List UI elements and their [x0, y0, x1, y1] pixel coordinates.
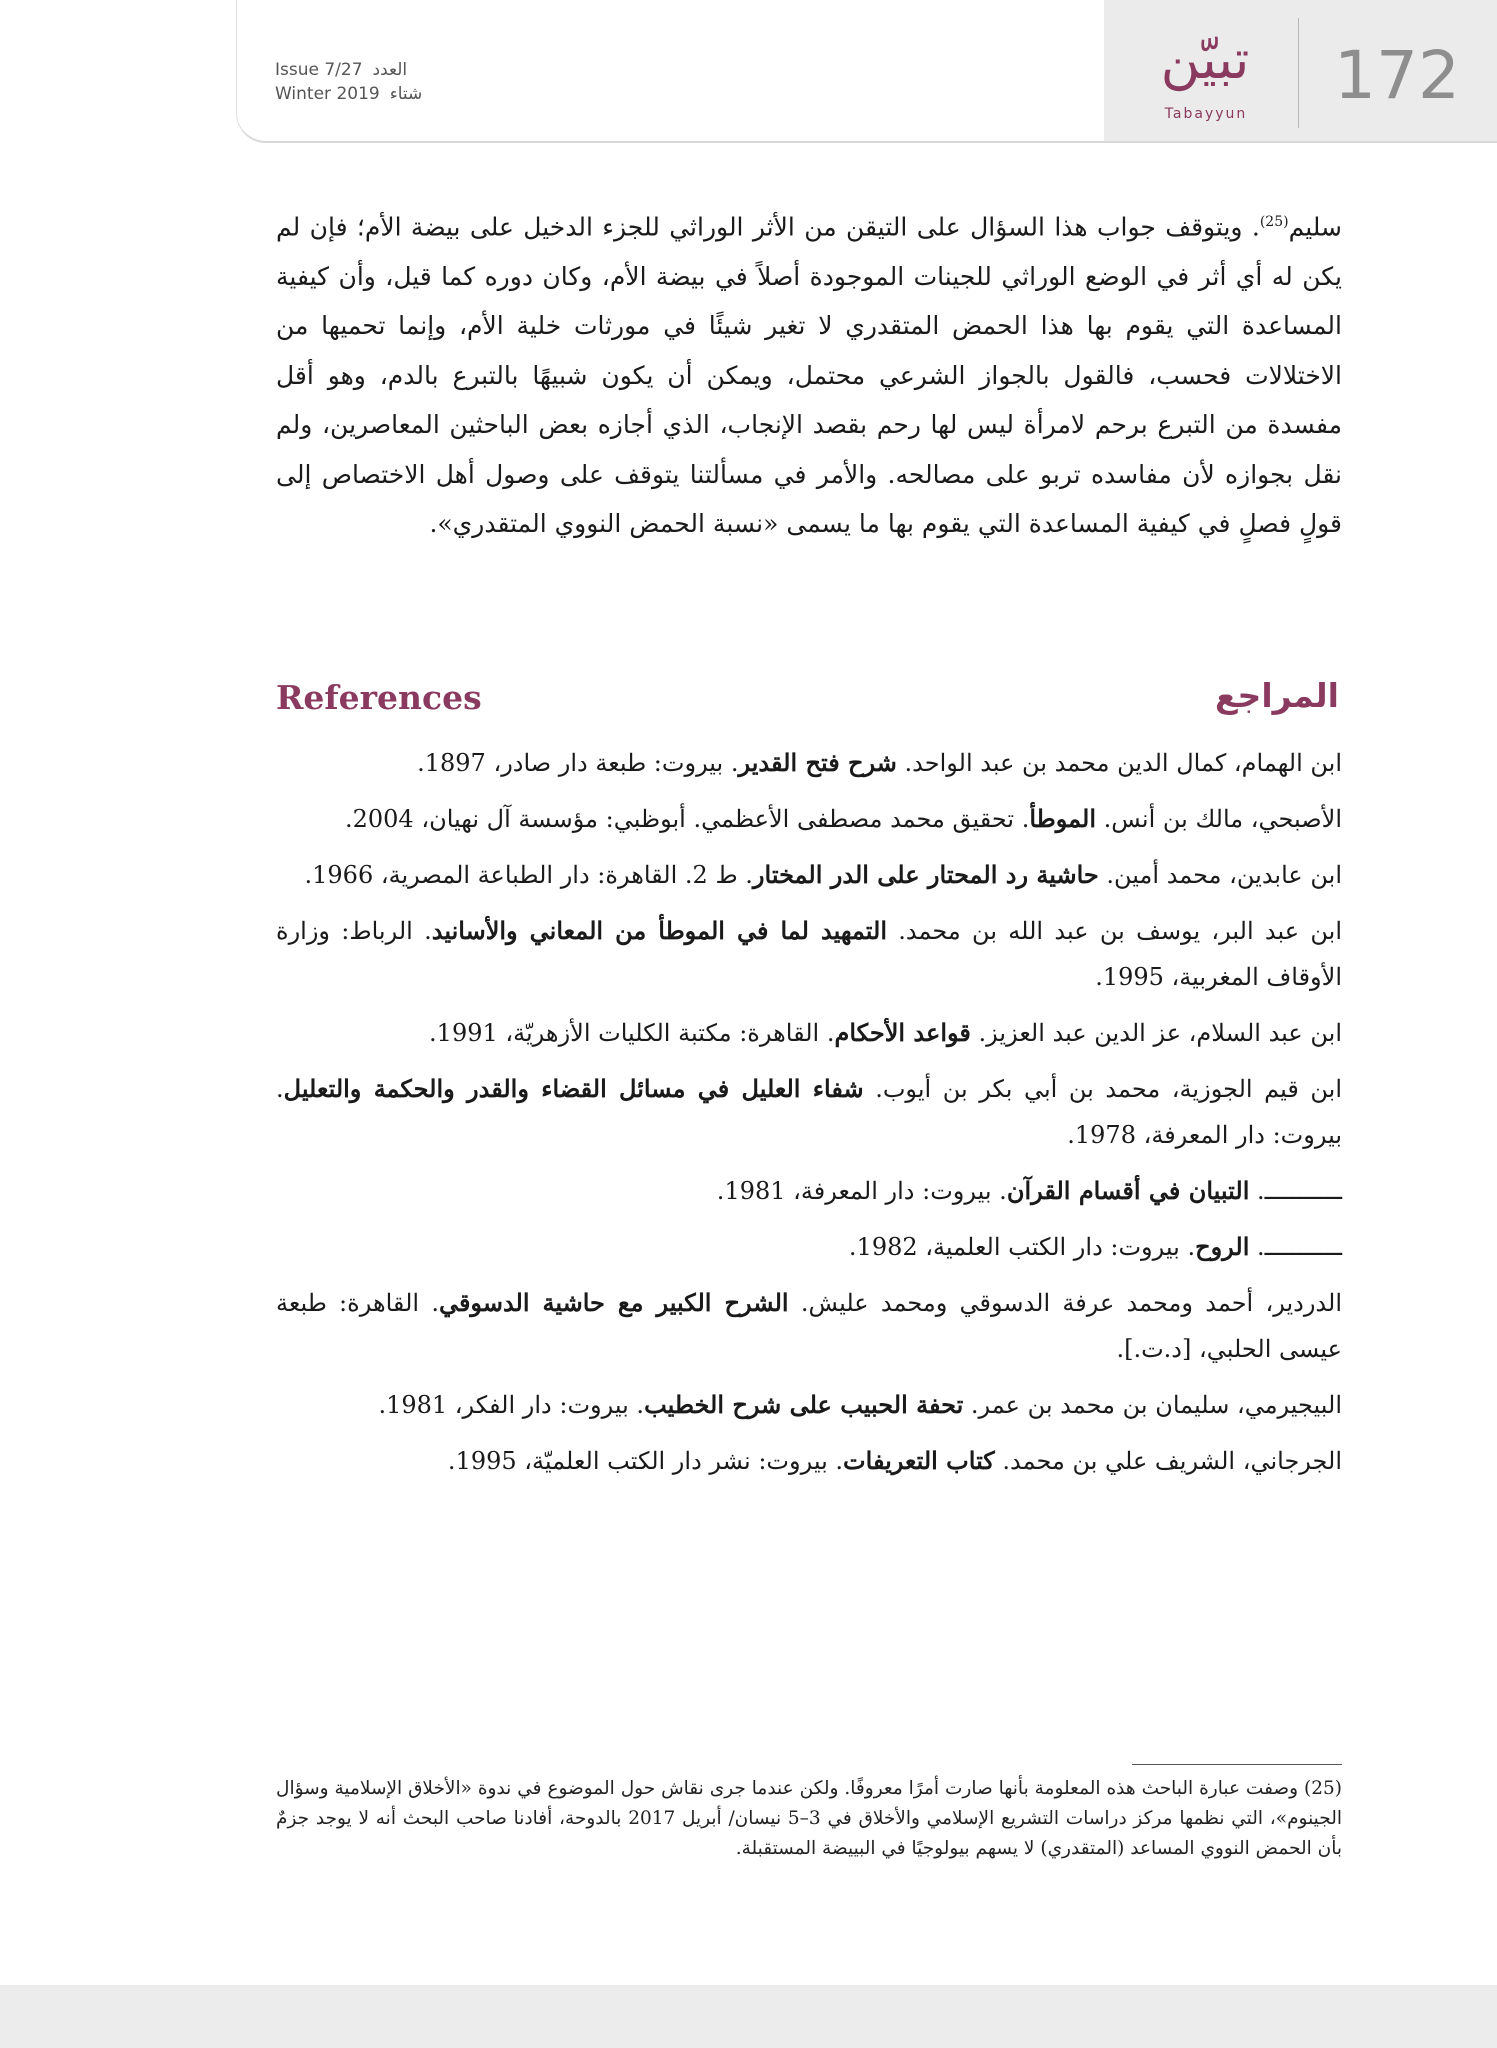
reference-title: شرح فتح القدير	[738, 748, 897, 777]
footnote-text: وصفت عبارة الباحث هذه المعلومة بأنها صارت أمرًا معروفًا. ولكن عندما جرى نقاش حول الموضوع في ندوة «الأخلاق الإسلامية وسؤال الجينوم»، التي نظمها مركز دراسات التشريع الإسلامي والأخلاق في 3–5 نيسان/ أبريل 2017 بالدوحة، أفادنا صاحب البحث أنه لا يوجد جزمٌ بأن الحمض النووي المساعد (المتقدري) لا يسهم بيولوجيًا في البييضة المستقبلة.	[276, 1778, 1342, 1859]
reference-item: ابن عبد البر، يوسف بن عبد الله بن محمد. التمهيد لما في الموطأ من المعاني والأسانيد. الرباط: وزارة الأوقاف المغربية، 1995.	[276, 916, 1343, 991]
footnote-divider	[1132, 1764, 1342, 1765]
issue-label-ar: العدد	[372, 60, 408, 80]
paragraph-text: . ويتوقف جواب هذا السؤال على التيقن من الأثر الوراثي للجزء الدخيل على بيضة الأم؛ فإن لم يكن له أي أثر في الوضع الوراثي للجينات الموجودة أصلاً في بيضة الأم، وكان دوره كما قيل، وأن كيفية المساعدة التي يقوم بها هذا الحمض المتقدري لا تغير شيئًا في مورثات خلية الأم، وإنما تحميها من الاختلالات فحسب، فالقول بالجواز الشرعي محتمل، ويمكن أن يكون شبيهًا بالتبرع بالدم، وهو أقل مفسدة من التبرع برحم لامرأة ليس لها رحم بقصد الإنجاب، الذي أجازه بعض الباحثين المعاصرين، ولم نقل بجوازه لأن مفاسده تربو على مصالحه. والأمر في مسألتنا يتوقف على وصول أهل الاختصاص إلى قولٍ فصلٍ في كيفية المساعدة التي يقوم بها ما يسمى «نسبة الحمض النووي المتقدري».	[276, 212, 1342, 539]
page-footer-band	[0, 1985, 1497, 2048]
references-heading-ar: المراجع	[1215, 676, 1339, 715]
references-list	[276, 740, 1342, 1494]
reference-title: التبيان في أقسام القرآن	[1006, 1176, 1250, 1205]
season-en: Winter 2019	[275, 84, 380, 104]
footnote-number: (25)	[1304, 1778, 1342, 1799]
body-paragraph	[276, 198, 1342, 549]
reference-item: ـــــــــــ. الروح. بيروت: دار الكتب العلمية، 1982.	[848, 1232, 1342, 1261]
reference-title: كتاب التعريفات	[843, 1446, 995, 1475]
footnote	[276, 1774, 1342, 1864]
references-heading-en: References	[276, 678, 482, 717]
reference-title: قواعد الأحكام	[834, 1018, 971, 1047]
reference-title: الشرح الكبير مع حاشية الدسوقي	[438, 1288, 789, 1317]
reference-item: البيجيرمي، سليمان بن محمد بن عمر. تحفة الحبيب على شرح الخطيب. بيروت: دار الفكر، 1981.	[378, 1390, 1342, 1419]
header-divider	[1298, 18, 1299, 128]
reference-title: الروح	[1195, 1232, 1250, 1261]
reference-item: ابن قيم الجوزية، محمد بن أبي بكر بن أيوب. شفاء العليل في مسائل القضاء والقدر والحكمة والتعليل. بيروت: دار المعرفة، 1978.	[276, 1074, 1342, 1149]
journal-logo: تبيّن	[1160, 28, 1250, 91]
reference-title: شفاء العليل في مسائل القضاء والقدر والحكمة والتعليل	[283, 1074, 864, 1103]
reference-item: الجرجاني، الشريف علي بن محمد. كتاب التعريفات. بيروت: نشر دار الكتب العلميّة، 1995.	[447, 1446, 1342, 1475]
journal-logo-latin: Tabayyun	[1164, 106, 1248, 122]
season-ar: شتاء	[389, 84, 423, 104]
reference-item: ابن الهمام، كمال الدين محمد بن عبد الواحد. شرح فتح القدير. بيروت: طبعة دار صادر، 1897.	[417, 748, 1342, 777]
reference-title: التمهيد لما في الموطأ من المعاني والأسانيد	[431, 916, 887, 945]
reference-item: الدردير، أحمد ومحمد عرفة الدسوقي ومحمد عليش. الشرح الكبير مع حاشية الدسوقي. القاهرة: طبعة عيسى الحلبي، [د.ت.].	[276, 1288, 1342, 1363]
page-number: 172	[1334, 37, 1460, 114]
reference-title: الموطأ	[1029, 804, 1097, 833]
issue-info	[275, 58, 435, 106]
issue-number: Issue 7/27	[275, 60, 363, 80]
paragraph-first-word: سليم	[1288, 212, 1342, 242]
reference-title: تحفة الحبيب على شرح الخطيب	[644, 1390, 964, 1419]
reference-item: ابن عبد السلام، عز الدين عبد العزيز. قواعد الأحكام. القاهرة: مكتبة الكليات الأزهريّة، 1991.	[429, 1018, 1342, 1047]
reference-item: ـــــــــــ. التبيان في أقسام القرآن. بيروت: دار المعرفة، 1981.	[716, 1176, 1342, 1205]
reference-item: الأصبحي، مالك بن أنس. الموطأ. تحقيق محمد مصطفى الأعظمي. أبوظبي: مؤسسة آل نهيان، 2004.	[344, 804, 1342, 833]
reference-item: ابن عابدين، محمد أمين. حاشية رد المحتار على الدر المختار. ط 2. القاهرة: دار الطباعة المصرية، 1966.	[304, 860, 1342, 889]
reference-title: حاشية رد المحتار على الدر المختار	[752, 860, 1099, 889]
footnote-reference[interactable]: (25)	[1259, 214, 1289, 230]
